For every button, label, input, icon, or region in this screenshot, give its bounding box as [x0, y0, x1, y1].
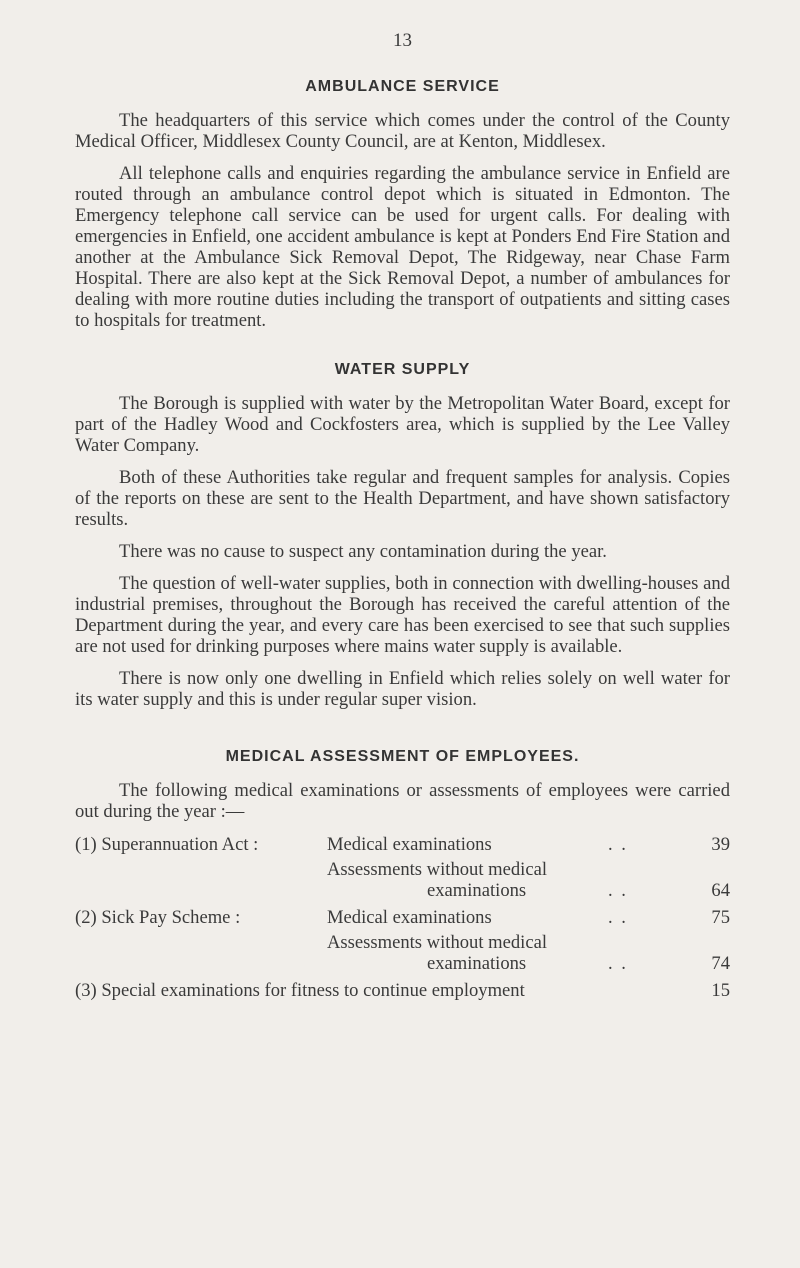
exam-description: (3) Special examinations for fitness to continue employment [75, 980, 525, 1001]
table-row [75, 859, 730, 880]
exam-count: 74 [711, 953, 730, 974]
water-paragraph: There is now only one dwelling in Enfield which relies solely on well water for its water supply and this is under regular super vision. [75, 668, 730, 710]
water-paragraph: There was no cause to suspect any contamination during the year. [119, 541, 607, 562]
water-section [75, 361, 730, 710]
ambulance-paragraph: All telephone calls and enquiries regarding the ambulance service in Enfield are routed through an ambulance control depot which is situated in Edmonton. The Emergency telephone call service can be used for urgent calls. For dealing with emergencies in Enfield, one accident ambulance is kept at Ponders End Fire Station and another at the Ambulance Sick Removal Depot, The Ridgeway, near Chase Farm Hospital. There are also kept at the Sick Removal Depot, a number of ambulances for dealing with more routine duties including the transport of outpatients and sitting cases to hospitals for treatment. [75, 163, 730, 331]
table-row [75, 834, 730, 859]
exam-count: 64 [711, 880, 730, 901]
examinations-table [75, 834, 730, 1001]
exam-description: Assessments without medical [327, 859, 548, 880]
table-row [75, 907, 730, 932]
exam-count: 39 [711, 834, 730, 855]
exam-description: Medical examinations [327, 834, 492, 855]
exam-description-continued: examinations [427, 880, 527, 901]
exam-description: Medical examinations [327, 907, 492, 928]
water-heading: WATER SUPPLY [334, 361, 471, 378]
ambulance-paragraph: The headquarters of this service which comes under the control of the County Medical Officer, Middlesex County Council, are at Kenton, Middlesex. [75, 110, 730, 152]
medical-intro: The following medical examinations or assessments of employees were carried out during the year :— [75, 780, 730, 822]
table-row [75, 932, 730, 953]
exam-description-continued: examinations [427, 953, 527, 974]
water-paragraph: Both of these Authorities take regular and frequent samples for analysis. Copies of the reports on these are sent to the Health Department, and have shown satisfactory results. [75, 467, 730, 530]
table-row [75, 980, 730, 1001]
leader-dots: . . [608, 834, 628, 855]
leader-dots: . . [608, 907, 628, 928]
scheme-label: (1) Superannuation Act : [75, 834, 259, 855]
leader-dots: . . [608, 953, 628, 974]
ambulance-section [75, 78, 730, 331]
exam-count: 15 [711, 980, 730, 1001]
table-row [75, 880, 730, 907]
leader-dots: . . [608, 880, 628, 901]
scheme-label: (2) Sick Pay Scheme : [75, 907, 241, 928]
medical-heading: MEDICAL ASSESSMENT OF EMPLOYEES. [225, 748, 580, 765]
page-number: 13 [393, 30, 412, 51]
water-paragraph: The Borough is supplied with water by the Metropolitan Water Board, except for part of the Hadley Wood and Cockfosters area, which is supplied by the Lee Valley Water Company. [75, 393, 730, 456]
medical-section [75, 748, 730, 1001]
exam-count: 75 [711, 907, 730, 928]
table-row [75, 953, 730, 980]
exam-description: Assessments without medical [327, 932, 548, 953]
ambulance-heading: AMBULANCE SERVICE [305, 78, 500, 95]
water-paragraph: The question of well-water supplies, both in connection with dwelling-houses and industrial premises, throughout the Borough has received the careful attention of the Department during the year, and every care has been exercised to see that such supplies are not used for drinking purposes where mains water supply is available. [75, 573, 730, 657]
